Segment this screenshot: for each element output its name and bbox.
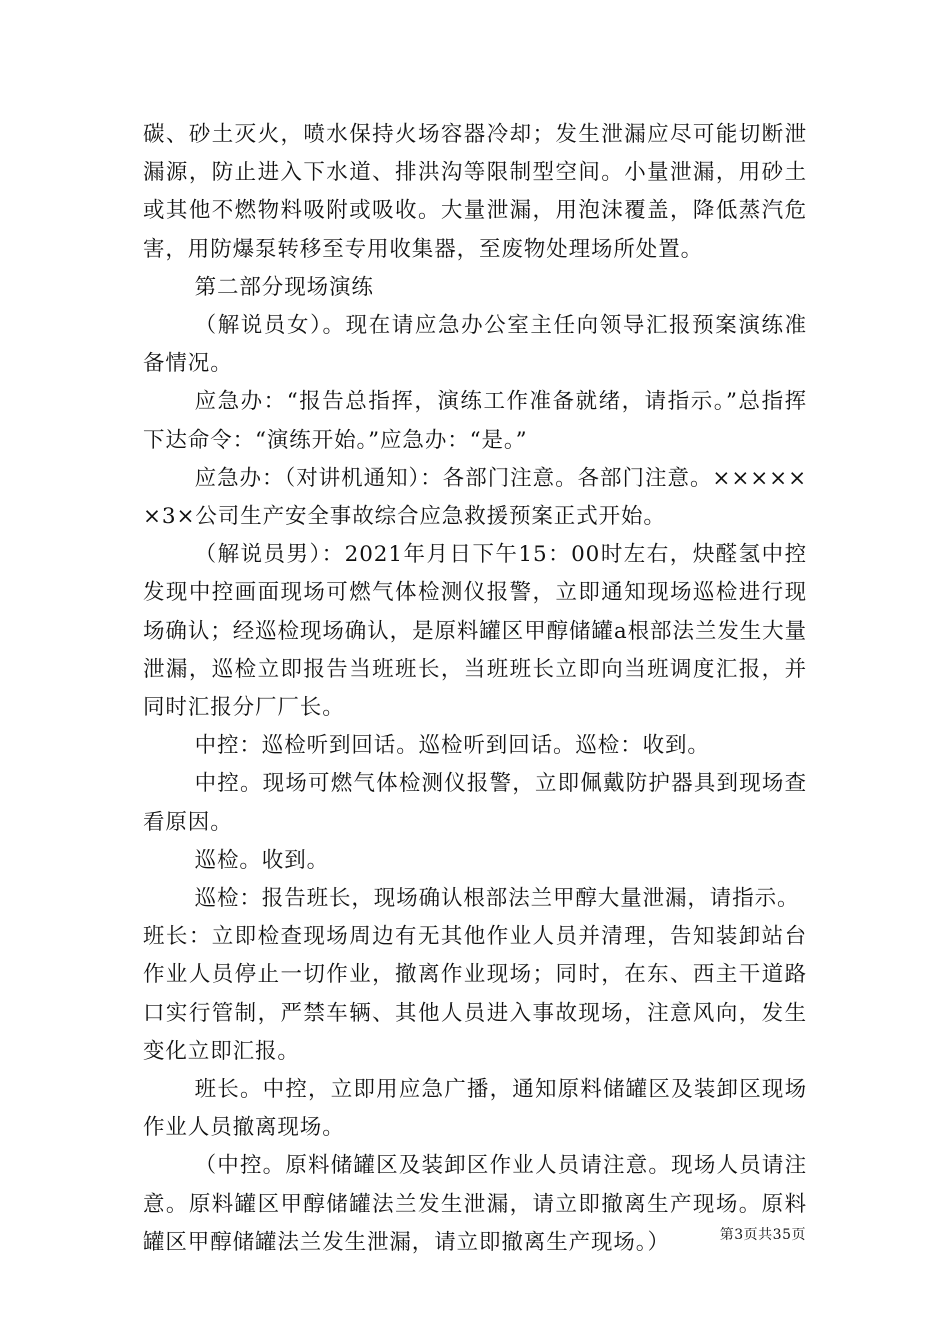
paragraph: （解说员男）：2021年月日下午15：00时左右，炔醛氢中控发现中控画面现场可燃气体检测仪报警，立即通知现场巡检进行现场确认；经巡检现场确认，是原料罐区甲醇储罐a根部法兰发生大量泄漏，巡检立即报告当班班长，当班班长立即向当班调度汇报，并同时汇报分厂厂长。 [143,542,807,721]
paragraph: 巡检。收到。 [194,847,329,873]
document-body [143,116,807,1262]
paragraph: 应急办：（对讲机通知）：各部门注意。各部门注意。××××××3×公司生产安全事故综合应急救援预案正式开始。 [143,465,807,530]
section-heading: 第二部分现场演练 [194,274,374,300]
paragraph: （中控。原料储罐区及装卸区作业人员请注意。现场人员请注意。原料罐区甲醇储罐法兰发生泄漏，请立即撤离生产现场。原料罐区甲醇储罐法兰发生泄漏，请立即撤离生产现场。） [143,1153,807,1255]
paragraph: 碳、砂土灭火，喷水保持火场容器冷却；发生泄漏应尽可能切断泄漏源，防止进入下水道、排洪沟等限制型空间。小量泄漏，用砂土或其他不燃物料吸附或吸收。大量泄漏，用泡沫覆盖，降低蒸汽危害，用防爆泵转移至专用收集器，至废物处理场所处置。 [143,122,807,262]
paragraph: 班长。中控，立即用应急广播，通知原料储罐区及装卸区现场作业人员撤离现场。 [143,1077,807,1141]
paragraph: （解说员女）。现在请应急办公室主任向领导汇报预案演练准备情况。 [143,313,807,377]
paragraph: 班长：立即检查现场周边有无其他作业人员并清理，告知装卸站台作业人员停止一切作业，撤离作业现场；同时，在东、西主干道路口实行管制，严禁车辆、其他人员进入事故现场，注意风向，发生变化立即汇报。 [143,924,807,1064]
page-number: 第3页共35页 [719,1227,806,1243]
paragraph: 巡检：报告班长，现场确认根部法兰甲醇大量泄漏，请指示。 [194,886,800,912]
paragraph: 应急办：“报告总指挥，演练工作准备就绪，请指示。”总指挥下达命令：“演练开始。”应急办：“是。” [143,389,807,453]
paragraph: 中控。现场可燃气体检测仪报警，立即佩戴防护器具到现场查看原因。 [143,771,807,835]
paragraph: 中控：巡检听到回话。巡检听到回话。巡检：收到。 [194,733,710,759]
